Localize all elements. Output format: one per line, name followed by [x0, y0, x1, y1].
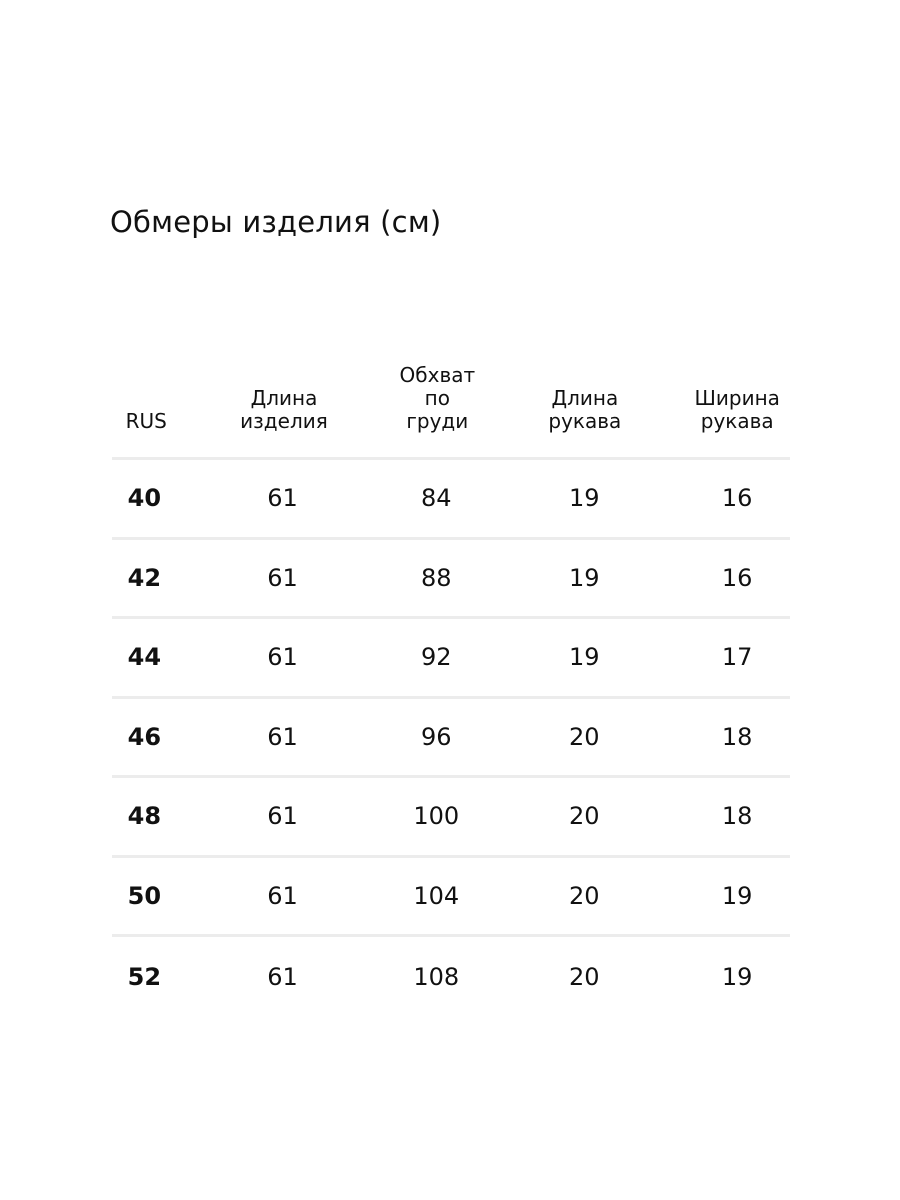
- header-length: Длина изделия: [240, 386, 328, 433]
- table-row: [112, 460, 790, 540]
- size-cell: 44: [127, 643, 162, 672]
- chest-cell: 96: [421, 722, 452, 751]
- header-rus: RUS: [125, 409, 167, 433]
- sleeve-width-cell: 16: [721, 484, 753, 513]
- sleeve-width-cell: 17: [721, 643, 753, 672]
- sleeve-width-cell: 19: [721, 881, 753, 910]
- sleeve-length-cell: 20: [568, 881, 600, 910]
- length-cell: 61: [267, 563, 298, 592]
- table-row: [112, 858, 790, 938]
- size-cell: 48: [127, 802, 162, 831]
- sleeve-width-cell: 16: [721, 563, 753, 592]
- size-cell: 42: [127, 563, 162, 592]
- chest-cell: 104: [413, 881, 460, 910]
- page-title: Обмеры изделия (см): [110, 205, 442, 239]
- sleeve-width-cell: 18: [721, 802, 753, 831]
- sleeve-length-cell: 20: [568, 962, 600, 991]
- header-sleeve-width: Ширина рукава: [694, 386, 780, 433]
- size-cell: 50: [127, 881, 162, 910]
- size-table: [112, 360, 790, 1017]
- length-cell: 61: [267, 881, 298, 910]
- sleeve-length-cell: 19: [568, 563, 600, 592]
- table-row: [112, 937, 790, 1017]
- table-row: [112, 699, 790, 779]
- sleeve-length-cell: 19: [568, 484, 600, 513]
- header-sleeve-length: Длина рукава: [548, 386, 622, 433]
- length-cell: 61: [267, 962, 298, 991]
- length-cell: 61: [267, 643, 298, 672]
- length-cell: 61: [267, 484, 298, 513]
- chest-cell: 100: [413, 802, 460, 831]
- table-header-row: [112, 360, 790, 460]
- length-cell: 61: [267, 802, 298, 831]
- chest-cell: 84: [421, 484, 452, 513]
- length-cell: 61: [267, 722, 298, 751]
- sleeve-length-cell: 20: [568, 722, 600, 751]
- size-cell: 52: [127, 962, 162, 991]
- chest-cell: 92: [421, 643, 452, 672]
- size-cell: 46: [127, 722, 162, 751]
- table-row: [112, 619, 790, 699]
- size-cell: 40: [127, 484, 162, 513]
- chest-cell: 88: [421, 563, 452, 592]
- sleeve-length-cell: 20: [568, 802, 600, 831]
- table-row: [112, 778, 790, 858]
- sleeve-width-cell: 19: [721, 962, 753, 991]
- table-row: [112, 540, 790, 620]
- chest-cell: 108: [413, 962, 460, 991]
- sleeve-width-cell: 18: [721, 722, 753, 751]
- header-chest: Обхват по груди: [399, 363, 476, 433]
- sleeve-length-cell: 19: [568, 643, 600, 672]
